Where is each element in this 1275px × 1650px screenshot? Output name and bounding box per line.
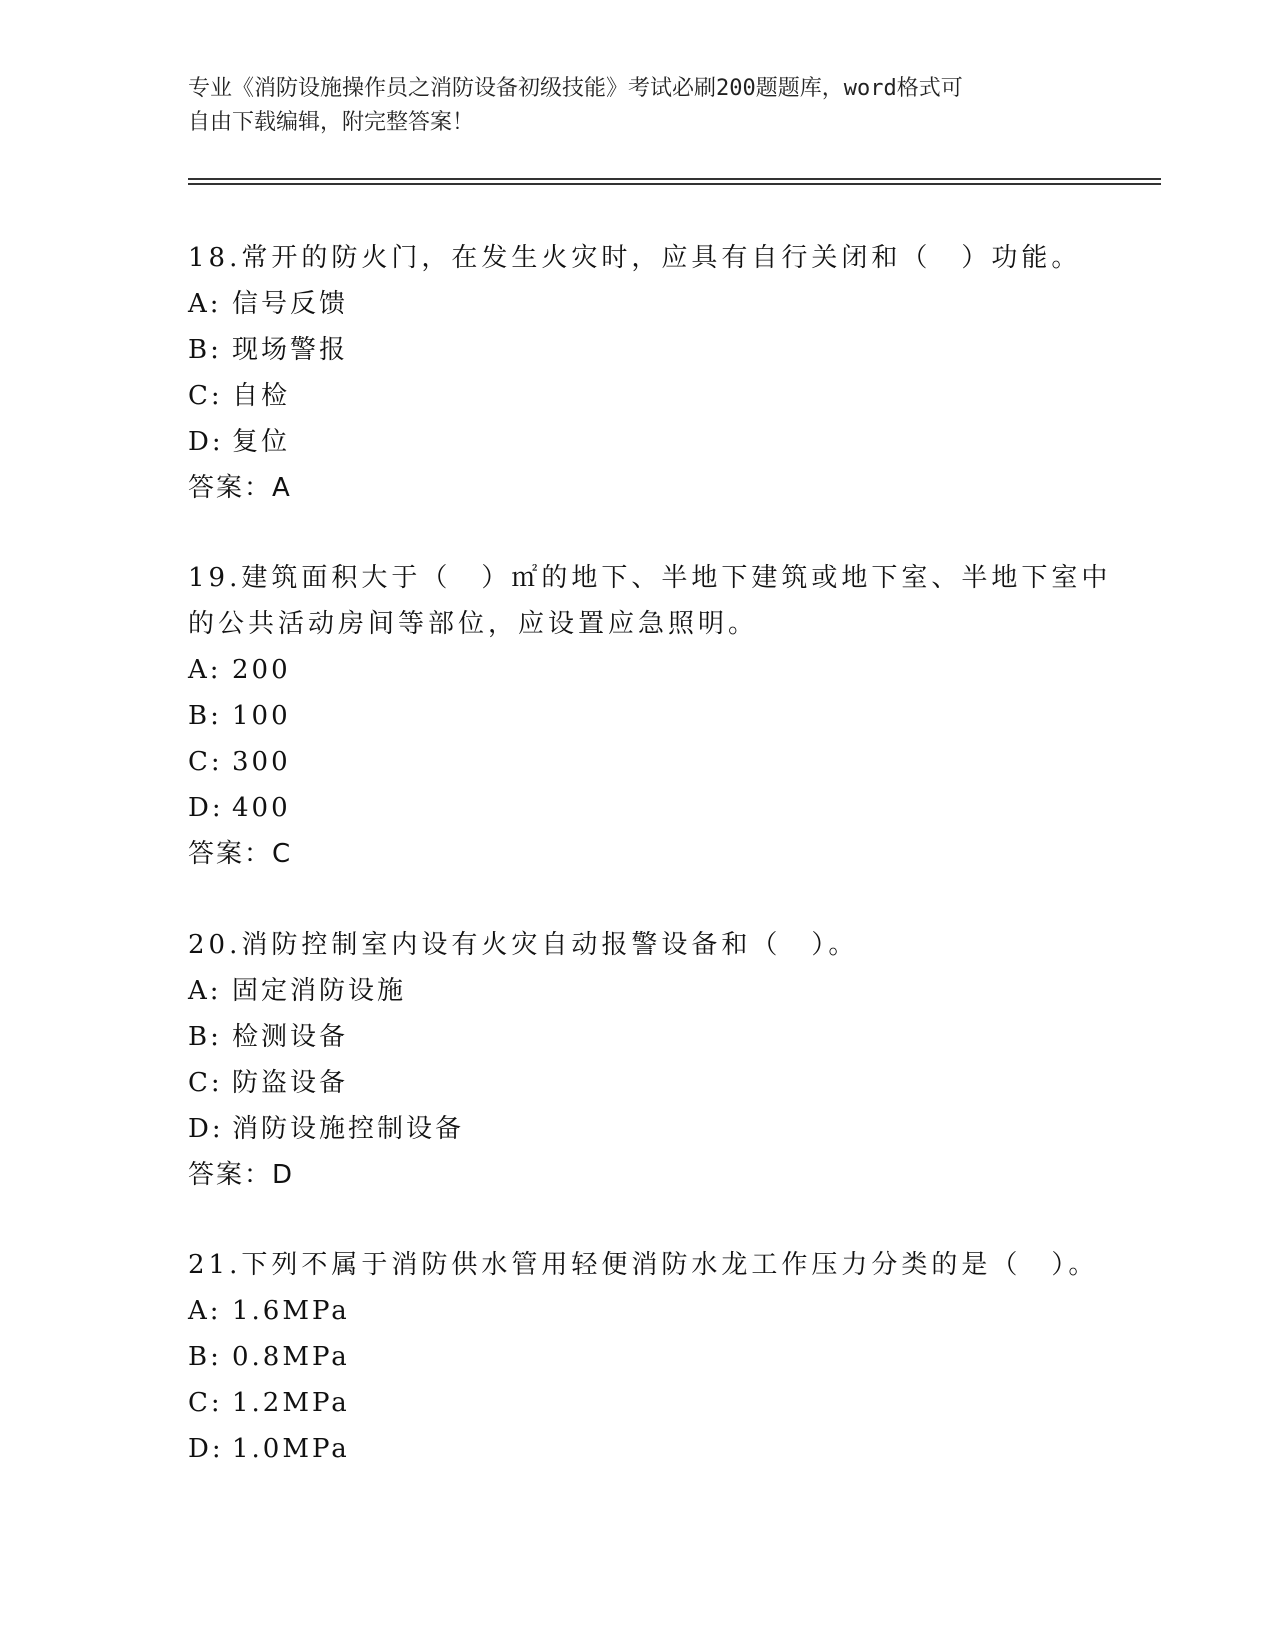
option-c <box>188 1380 1088 1426</box>
option-c <box>188 739 1088 785</box>
question-stem: 18.常开的防火门，在发生火灾时，应具有自行关闭和（ ）功能。 <box>188 243 1082 273</box>
option-text: 消防设施控制设备 <box>232 1114 465 1144</box>
header-line-2: 自由下载编辑，附完整答案！ <box>188 110 475 135</box>
option-text: 固定消防设施 <box>232 976 407 1006</box>
option-key: B: <box>188 1342 222 1372</box>
answer-line: 答案：C <box>188 839 293 869</box>
option-key: A: <box>188 1296 222 1326</box>
option-text: 100 <box>232 701 291 731</box>
option-b <box>188 1014 1088 1060</box>
option-d <box>188 785 1088 831</box>
option-text: 0.8MPa <box>232 1342 350 1372</box>
option-text: 防盗设备 <box>232 1068 349 1098</box>
option-key: B: <box>188 335 222 365</box>
option-key: D: <box>188 427 224 457</box>
option-key: C: <box>188 1068 223 1098</box>
option-key: B: <box>188 1022 222 1052</box>
option-text: 200 <box>232 655 291 685</box>
option-b <box>188 693 1088 739</box>
option-key: A: <box>188 976 222 1006</box>
option-c <box>188 1060 1088 1106</box>
option-text: 检测设备 <box>232 1022 349 1052</box>
option-a <box>188 968 1088 1014</box>
question-18 <box>188 235 1088 511</box>
question-19 <box>188 555 1112 877</box>
option-text: 信号反馈 <box>232 289 349 319</box>
question-stem: 21.下列不属于消防供水管用轻便消防水龙工作压力分类的是（ ）。 <box>188 1250 1099 1280</box>
option-text: 1.0MPa <box>232 1434 350 1464</box>
question-21 <box>188 1242 1099 1472</box>
option-d <box>188 419 1088 465</box>
option-key: C: <box>188 747 223 777</box>
answer-line: 答案：D <box>188 1160 295 1190</box>
option-text: 现场警报 <box>232 335 349 365</box>
question-stem-line-1: 19.建筑面积大于（ ）㎡的地下、半地下建筑或地下室、半地下室中 <box>188 563 1112 593</box>
option-key: A: <box>188 655 222 685</box>
answer-line: 答案：A <box>188 473 292 503</box>
option-text: 300 <box>232 747 291 777</box>
question-20 <box>188 922 1088 1198</box>
option-a <box>188 281 1088 327</box>
option-text: 1.6MPa <box>232 1296 350 1326</box>
option-a <box>188 1288 1088 1334</box>
option-key: D: <box>188 1114 224 1144</box>
option-b <box>188 327 1088 373</box>
option-text: 1.2MPa <box>232 1388 350 1418</box>
option-text: 自检 <box>232 381 291 411</box>
option-key: A: <box>188 289 222 319</box>
header-line-1: 专业《消防设施操作员之消防设备初级技能》考试必刷200题题库，word格式可 <box>188 76 963 101</box>
option-key: B: <box>188 701 222 731</box>
option-c <box>188 373 1088 419</box>
option-a <box>188 647 1088 693</box>
option-b <box>188 1334 1088 1380</box>
question-stem-line-2: 的公共活动房间等部位，应设置应急照明。 <box>188 609 759 639</box>
option-text: 复位 <box>232 427 291 457</box>
option-key: C: <box>188 1388 223 1418</box>
option-key: D: <box>188 1434 224 1464</box>
option-key: C: <box>188 381 223 411</box>
header-divider-bottom <box>188 183 1161 185</box>
question-stem: 20.消防控制室内设有火灾自动报警设备和（ ）。 <box>188 930 859 960</box>
document-header <box>188 72 1078 140</box>
option-d <box>188 1106 1088 1152</box>
option-key: D: <box>188 793 224 823</box>
option-d <box>188 1426 1088 1472</box>
option-text: 400 <box>232 793 291 823</box>
header-divider-top <box>188 178 1161 180</box>
